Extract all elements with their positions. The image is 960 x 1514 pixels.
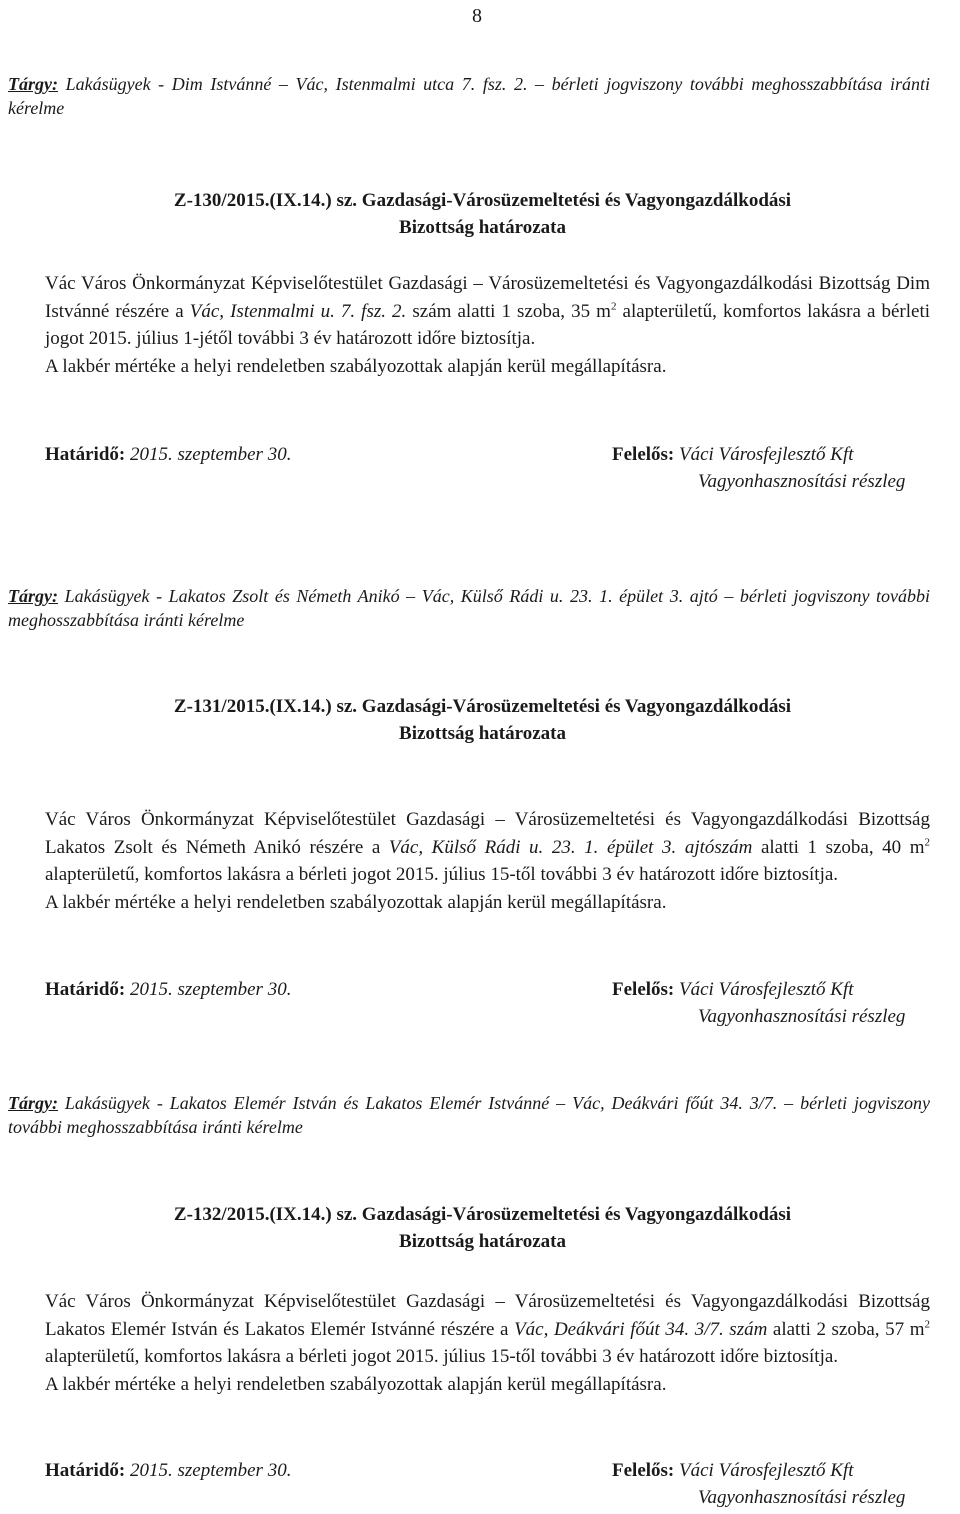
body-text: alapterületű, komfortos lakásra a bérleti jogot 2015. július 15-től további 3 év határozott időre biztosítja. — [45, 864, 839, 885]
heading-line1: Z-131/2015.(IX.14.) sz. Gazdasági-Városüzemeltetési és Vagyongazdálkodási — [173, 696, 792, 717]
deadline-value: 2015. szeptember 30. — [129, 1460, 292, 1481]
body-text: Vác Város Önkormányzat Képviselőtestület Gazdasági – Városüzemeltetési és Vagyongazdálkodási Bizottság Dim Istvánné részére a — [45, 273, 930, 322]
heading-line1: Z-132/2015.(IX.14.) sz. Gazdasági-Városüzemeltetési és Vagyongazdálkodási — [173, 1204, 792, 1225]
body-text: alapterületű, komfortos lakásra a bérleti jogot 2015. július 15-től további 3 év határozott időre biztosítja. — [45, 1346, 839, 1367]
superscript: 2 — [924, 836, 931, 849]
rent-note: A lakbér mértéke a helyi rendeletben szabályozottak alapján kerül megállapításra. — [45, 355, 667, 377]
responsible-1 — [612, 441, 905, 495]
responsible-value: Váci Városfejlesztő Kft — [679, 444, 854, 465]
responsible-value: Váci Városfejlesztő Kft — [679, 1460, 854, 1481]
rent-note: A lakbér mértéke a helyi rendeletben szabályozottak alapján kerül megállapításra. — [45, 891, 667, 913]
subject-text: Lakásügyek - Lakatos Elemér István és Lakatos Elemér Istvánné – Vác, Deákvári főút 34. 3/7. – bérleti jogviszony további meghosszabbítása iránti kérelme — [8, 1093, 931, 1137]
resolution-heading-3 — [75, 1201, 890, 1255]
superscript: 2 — [610, 300, 617, 313]
subject-text: Lakásügyek - Dim Istvánné – Vác, Istenmalmi utca 7. fsz. 2. – bérleti jogviszony további meghosszabbítása iránti kérelme — [8, 74, 931, 118]
subject-label: Tárgy: — [8, 1093, 58, 1113]
body-text: alatti 1 szoba, 40 m — [752, 836, 925, 858]
resolution-body-1 — [45, 270, 930, 380]
subject-1 — [8, 72, 930, 120]
address: Vác, Istenmalmi u. 7. fsz. 2. — [189, 300, 407, 322]
responsible-label: Felelős: — [612, 1460, 675, 1481]
responsible-department: Vagyonhasznosítási részleg — [698, 471, 906, 492]
subject-3 — [8, 1091, 930, 1139]
deadline-label: Határidő: — [45, 444, 126, 465]
subject-text: Lakásügyek - Lakatos Zsolt és Németh Anikó – Vác, Külső Rádi u. 23. 1. épület 3. ajtó – bérleti jogviszony további meghosszabbítása iránti kérelme — [8, 586, 931, 630]
body-text: szám alatti 1 szoba, 35 m — [406, 300, 611, 322]
resolution-body-3 — [45, 1288, 930, 1398]
deadline-1 — [45, 441, 291, 468]
deadline-value: 2015. szeptember 30. — [129, 444, 292, 465]
resolution-heading-1 — [75, 187, 890, 241]
subject-2 — [8, 584, 930, 632]
address: Vác, Külső Rádi u. 23. 1. épület 3. ajtószám — [388, 836, 753, 858]
page-number: 8 — [472, 5, 482, 27]
deadline-2 — [45, 976, 291, 1003]
responsible-department: Vagyonhasznosítási részleg — [698, 1487, 906, 1508]
heading-line1: Z-130/2015.(IX.14.) sz. Gazdasági-Városüzemeltetési és Vagyongazdálkodási — [173, 190, 792, 211]
responsible-3 — [612, 1457, 905, 1511]
responsible-value: Váci Városfejlesztő Kft — [679, 979, 854, 1000]
body-text: alapterületű, komfortos lakásra a bérleti jogot 2015. július 1-jétől további 3 év határozott időre biztosítja. — [45, 300, 931, 349]
deadline-3 — [45, 1457, 291, 1484]
resolution-body-2 — [45, 806, 930, 916]
heading-line2: Bizottság határozata — [399, 723, 566, 744]
resolution-heading-2 — [75, 693, 890, 747]
superscript: 2 — [924, 1318, 930, 1331]
responsible-department: Vagyonhasznosítási részleg — [698, 1006, 906, 1027]
responsible-2 — [612, 976, 905, 1030]
deadline-label: Határidő: — [45, 1460, 126, 1481]
body-text: alatti 2 szoba, 57 m — [767, 1318, 925, 1340]
rent-note: A lakbér mértéke a helyi rendeletben szabályozottak alapján kerül megállapításra. — [45, 1373, 667, 1395]
subject-label: Tárgy: — [8, 586, 58, 606]
body-text: Vác Város Önkormányzat Képviselőtestület Gazdasági – Városüzemeltetési és Vagyongazdálkodási Bizottság Lakatos Elemér István és Lakatos Elemér Istvánné részére a — [45, 1291, 930, 1340]
body-text: Vác Város Önkormányzat Képviselőtestület Gazdasági – Városüzemeltetési és Vagyongazdálkodási Bizottság Lakatos Zsolt és Németh Anikó részére a — [45, 809, 930, 858]
responsible-label: Felelős: — [612, 444, 675, 465]
deadline-label: Határidő: — [45, 979, 126, 1000]
heading-line2: Bizottság határozata — [399, 217, 566, 238]
deadline-value: 2015. szeptember 30. — [129, 979, 292, 1000]
heading-line2: Bizottság határozata — [399, 1231, 566, 1252]
address: Vác, Deákvári főút 34. 3/7. szám — [514, 1318, 768, 1340]
subject-label: Tárgy: — [8, 74, 58, 94]
responsible-label: Felelős: — [612, 979, 675, 1000]
